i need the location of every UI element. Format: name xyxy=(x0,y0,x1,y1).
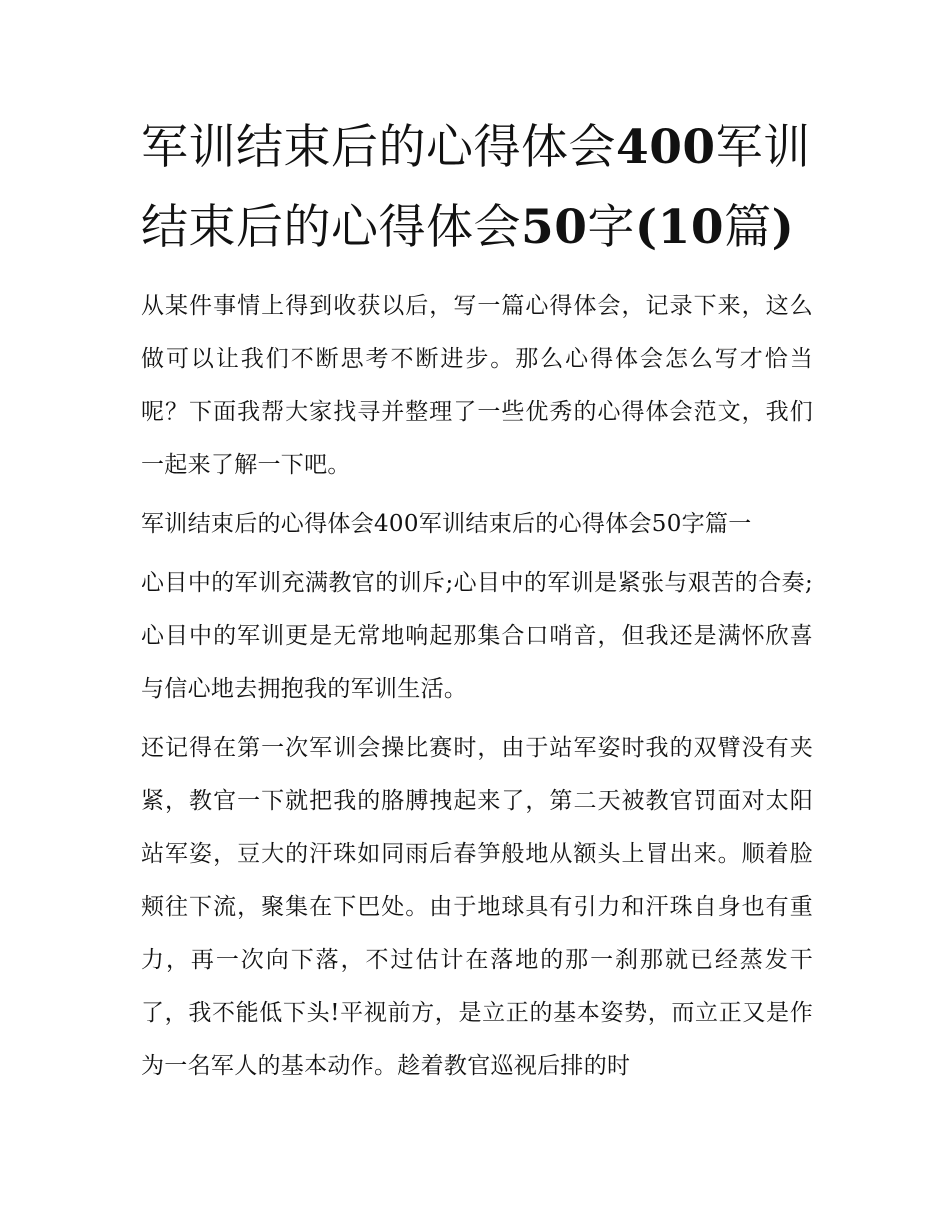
body-paragraph: 还记得在第一次军训会操比赛时，由于站军姿时我的双臂没有夹紧，教官一下就把我的胳膊拽起来了，第二天被教官罚面对太阳站军姿，豆大的汗珠如同雨后春笋般地从额头上冒出来。顺着脸颊往下流，聚集在下巴处。由于地球具有引力和汗珠自身也有重力，再一次向下落，不过估计在落地的那一刹那就已经蒸发干了，我不能低下头!平视前方，是立正的基本姿势，而立正又是作为一名军人的基本动作。趁着教官巡视后排的时 xyxy=(141,735,813,1079)
document-title: 军训结束后的心得体会400军训结束后的心得体会50字(10篇) xyxy=(141,120,811,255)
document-page xyxy=(141,108,813,1093)
section-heading: 军训结束后的心得体会400军训结束后的心得体会50字篇一 xyxy=(141,511,752,537)
body-paragraph: 心目中的军训充满教官的训斥;心目中的军训是紧张与艰苦的合奏;心目中的军训更是无常地响起那集合口哨音，但我还是满怀欣喜与信心地去拥抱我的军训生活。 xyxy=(141,570,813,702)
intro-paragraph: 从某件事情上得到收获以后，写一篇心得体会，记录下来，这么做可以让我们不断思考不断进步。那么心得体会怎么写才恰当呢？下面我帮大家找寻并整理了一些优秀的心得体会范文，我们一起来了解一下吧。 xyxy=(141,293,813,478)
